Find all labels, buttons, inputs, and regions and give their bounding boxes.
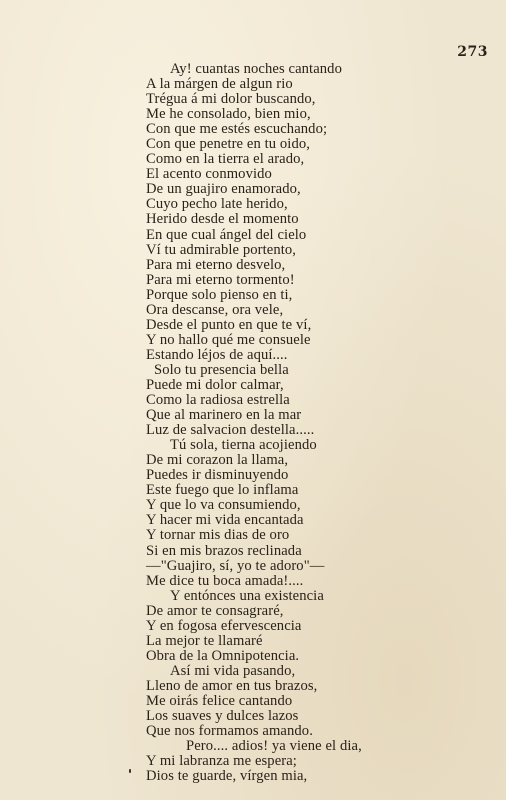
poem-line: De amor te consagraré, [146,602,284,619]
poem-line: Luz de salvacion destella..... [146,422,315,439]
poem-line: Así mi vida pasando, [170,662,296,679]
poem-line: Porque solo pienso en ti, [146,286,293,303]
poem-line: Dios te guarde, vírgen mia, [146,768,308,785]
poem-line: Cuyo pecho late herido, [146,196,288,213]
poem-line: Y en fogosa efervescencia [146,617,302,634]
poem-line: Con que me estés escuchando; [146,121,328,138]
poem-line: Lleno de amor en tus brazos, [146,677,318,694]
poem-line: Como la radiosa estrella [146,392,290,409]
poem-line: Tú sola, tierna acojiendo [170,437,317,454]
poem-line: Trégua á mi dolor buscando, [146,91,316,108]
poem-line: Me he consolado, bien mio, [146,106,311,123]
poem-line: A la márgen de algun rio [146,76,293,93]
poem-line: Como en la tierra el arado, [146,151,305,168]
poem-line: Los suaves y dulces lazos [146,708,299,725]
poem-line: Ora descanse, ora vele, [146,301,284,318]
poem-line: Herido desde el momento [146,211,299,228]
poem-line: Ay! cuantas noches cantando [170,61,342,77]
poem-line: Y que lo va consumiendo, [146,497,301,514]
poem-line: Obra de la Omnipotencia. [146,647,300,664]
poem-line: Para mi eterno desvelo, [146,256,286,273]
poem-line: La mejor te llamaré [146,632,263,649]
page-number: 273 [457,44,488,60]
poem-line: De mi corazon la llama, [146,452,289,469]
poem-line: Me dice tu boca amada!.... [146,572,304,589]
poem-text [146,62,486,784]
poem-line: Solo tu presencia bella [154,361,289,378]
poem-line: Y no hallo qué me consuele [146,331,311,348]
ink-speck [129,769,131,773]
poem-line: En que cual ángel del cielo [146,226,307,243]
poem-line: Si en mis brazos reclinada [146,542,302,559]
poem-line: Este fuego que lo inflama [146,482,299,499]
poem-line: Desde el punto en que te ví, [146,316,312,333]
poem-line: Que al marinero en la mar [146,407,302,424]
poem-line: Que nos formamos amando. [146,723,313,740]
poem-line: —"Guajiro, sí, yo te adoro"— [146,557,325,574]
poem-line: Con que penetre en tu oido, [146,136,311,153]
poem-line: Y entónces una existencia [170,587,324,604]
poem-line: Puedes ir disminuyendo [146,467,289,484]
poem-line: Estando léjos de aquí.... [146,346,288,363]
poem-line: De un guajiro enamorado, [146,181,301,198]
poem-line: Me oirás felice cantando [146,692,293,709]
poem-line: Y mi labranza me espera; [146,753,297,770]
poem-line: El acento conmovido [146,166,272,183]
poem-line: Pero.... adios! ya viene el dia, [186,738,362,755]
poem-line: Y hacer mi vida encantada [146,512,304,529]
poem-line: Puede mi dolor calmar, [146,376,284,393]
poem-line: Y tornar mis dias de oro [146,527,290,544]
poem-line: Ví tu admirable portento, [146,241,297,258]
poem-line: Para mi eterno tormento! [146,271,295,288]
